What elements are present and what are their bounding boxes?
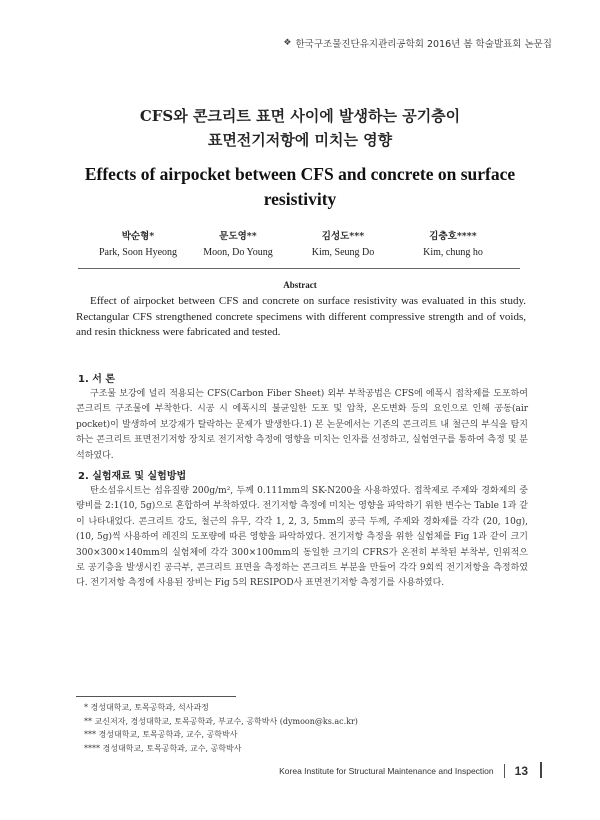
- section-body-introduction: 구조물 보강에 널리 적용되는 CFS(Carbon Fiber Sheet) 외부 부착공법은 CFS에 에폭시 접착제를 도포하여 콘크리트 구조물에 부착한다. 시공 시 에폭시의 불균일한 도포 및 압착, 온도변화 등의 요인으로 인해 공동(air pocket)이 발생하여 보강재가 탈락하는 문제가 발생한다.1) 본 논문에서는 기존의 콘크리트 내 철근의 부식을 탐지하는 콘크리트 표면전기저항 장치로 전기저항 측정에 영향을 미치는 인자를 선정하고, 실험연구를 통하여 측정 및 분석하였다.: [76, 389, 528, 461]
- author: [178, 229, 298, 261]
- page-footer: [279, 764, 528, 778]
- abstract-body: Effect of airpocket between CFS and concrete on surface resistivity was evaluated in this study. Rectangular CFS strengthened concrete specimens with different compressive strength and of voids, and resin thickness were fabricated and tested.: [76, 295, 526, 338]
- footnote: **** 경성대학교, 토목공학과, 교수, 공학박사: [84, 743, 242, 753]
- section-body-materials: 탄소섬유시트는 섬유질량 200g/m², 두께 0.111mm의 SK-N200을 사용하였다. 접착제로 주제와 경화제의 중량비를 2:1(10, 5g)으로 혼합하여 부착하였다. 전기저항 측정에 미치는 영향을 파악하기 위한 변수는 Table 1과 같이 나타내었다. 콘크리트 강도, 철근의 유무, 각각 1, 2, 3, 5mm의 공극 두께, 주제와 경화제를 각각 (20, 10g), (10, 5g)씩 사용하여 레진의 도포량에 따른 영향을 파악하였다. 전기저항 측정을 위한 실험체를 Fig 1과 같이 크기 300×300×140mm의 실험체에 각각 300×100mm의 동일한 크기의 CFRS가 온전히 부착된 부착부, 인위적으로 공기층을 발생시킨 공극부, 콘크리트 표면을 측정하는 콘크리트 부분을 만들어 각각 9회씩 전기저항을 측정하였다. 전기저항 측정에 사용된 장비는 Fig 5의 RESIPOD사 표면전기저항 측정기를 사용하였다.: [76, 486, 528, 589]
- footer-organization: Korea Institute for Structural Maintenance and Inspection: [279, 766, 494, 776]
- author-name-english: Kim, chung ho: [423, 247, 483, 258]
- journal-header: [283, 36, 552, 50]
- author-name-english: Moon, Do Young: [203, 247, 273, 258]
- title-english-line2: resistivity: [263, 189, 337, 209]
- title-korean: [0, 104, 600, 152]
- abstract-title: Abstract: [283, 280, 317, 290]
- author-name-korean: 박순형*: [121, 231, 155, 242]
- title-english-line1: Effects of airpocket between CFS and concrete on surface: [84, 164, 516, 184]
- author-name-english: Kim, Seung Do: [311, 247, 375, 258]
- footnote-divider: [76, 696, 236, 697]
- footnote: *** 경성대학교, 토목공학과, 교수, 공학박사: [84, 730, 238, 739]
- title-korean-line1: CFS와 콘크리트 표면 사이에 발생하는 공기층이: [139, 107, 461, 125]
- footnote: ** 교신저자, 경성대학교, 토목공학과, 부교수, 공학박사 (dymoon@ks.ac.kr): [84, 716, 358, 726]
- footer-divider: [504, 764, 505, 778]
- footnote: * 경성대학교, 토목공학과, 석사과정: [84, 703, 209, 712]
- footer-edge-bar: [540, 762, 542, 778]
- title-english: [0, 162, 600, 212]
- footnote-list: [84, 701, 504, 755]
- title-korean-line2: 표면전기저항에 미치는 영향: [207, 131, 393, 149]
- author-name-korean: 김충호****: [429, 231, 477, 242]
- header-text: 한국구조물진단유지관리공학회 2016년 봄 학술발표회 논문집: [295, 39, 552, 50]
- author: [283, 229, 403, 261]
- author-name-english: Park, Soon Hyeong: [98, 247, 178, 258]
- author-name-korean: 문도영**: [219, 231, 257, 242]
- section-heading-introduction: 1. 서 론: [78, 374, 116, 385]
- header-diamond-icon: ❖: [283, 38, 292, 48]
- abstract-divider: [78, 268, 520, 269]
- author: [393, 229, 513, 261]
- page-number: 13: [514, 764, 528, 778]
- author-name-korean: 김성도***: [321, 231, 365, 242]
- section-heading-materials: 2. 실험재료 및 실험방법: [78, 471, 187, 482]
